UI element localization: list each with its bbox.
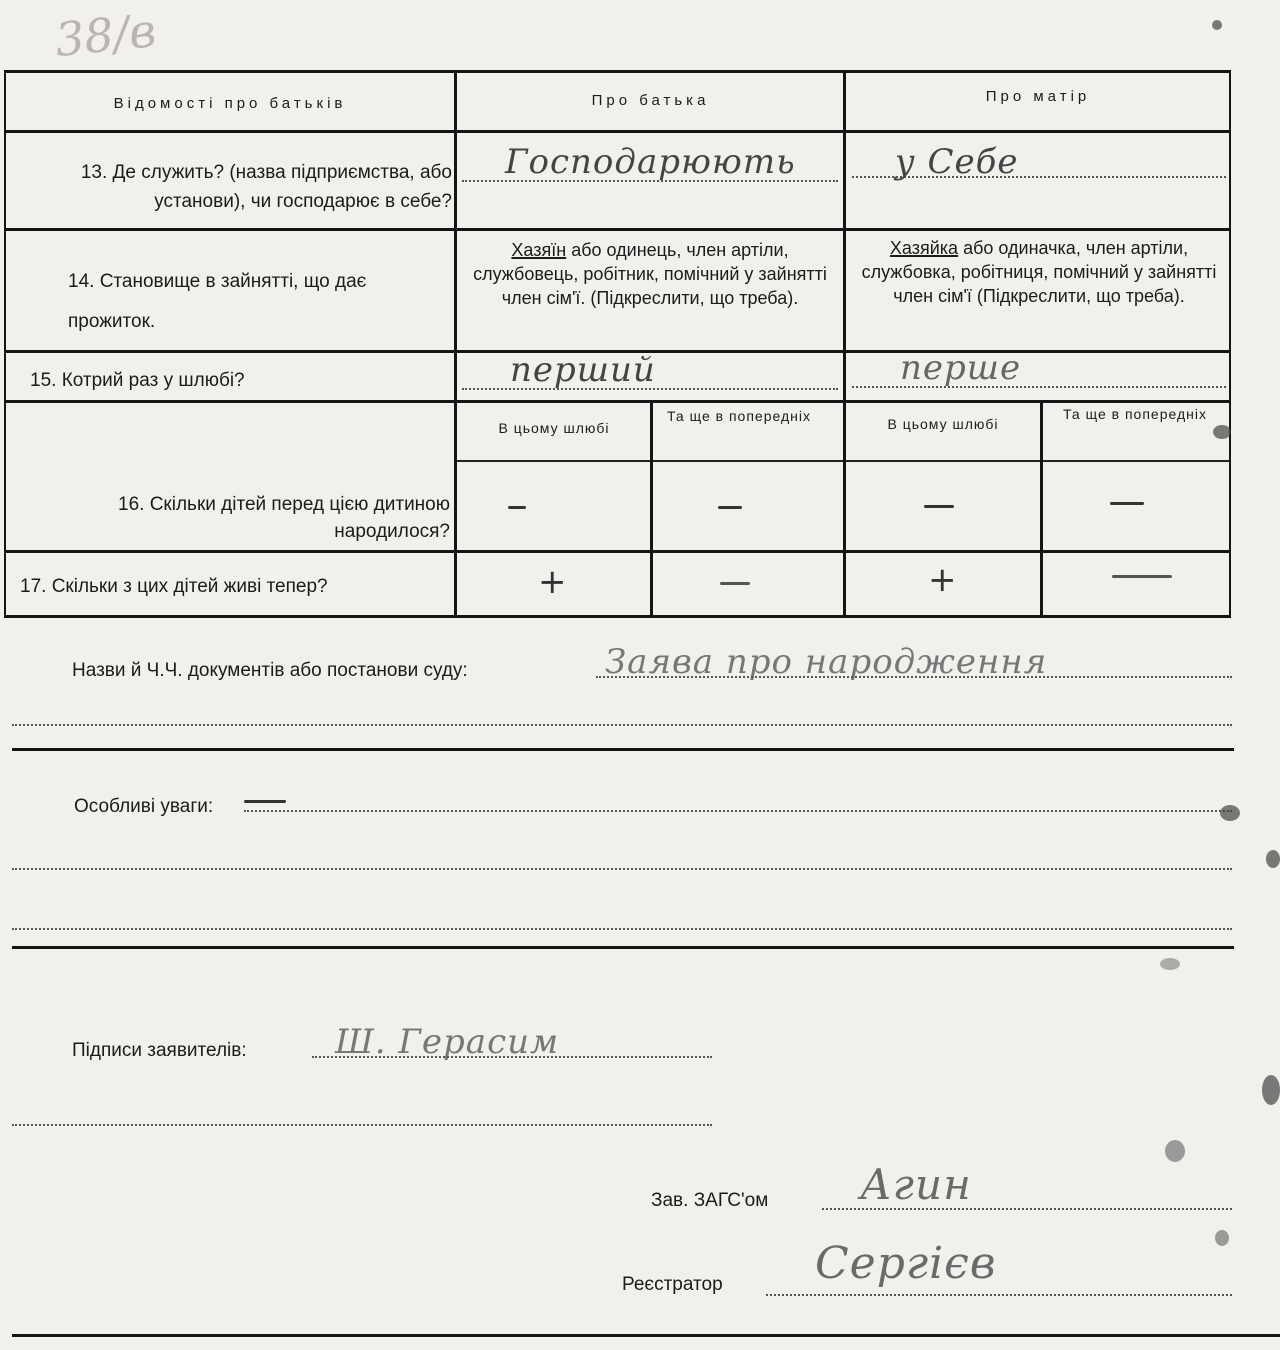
head-label: Зав. ЗАГС'ом — [651, 1190, 769, 1211]
signatures-label: Підписи заявителів: — [72, 1040, 247, 1061]
notes-rule — [12, 946, 1234, 949]
q14-mother-options — [858, 236, 1220, 308]
head-line — [822, 1208, 1232, 1210]
paper-spot — [1262, 1075, 1280, 1105]
page-number-mark: 38/в — [52, 2, 159, 68]
q16-label: 16. Скільки дітей перед цією дитиною народилося? — [118, 494, 450, 542]
paper-spot — [1220, 805, 1240, 821]
q16-father-prev-dash — [718, 506, 742, 509]
notes-line-2 — [12, 868, 1232, 870]
q14-father-underlined: Хазяїн — [511, 240, 567, 260]
notes-line-1 — [244, 810, 1232, 812]
documents-line-2 — [12, 724, 1232, 726]
row-divider-16 — [4, 550, 1231, 553]
father-sub-this-marriage: В цьому шлюбі — [498, 420, 610, 436]
paper-spot — [1213, 425, 1231, 439]
notes-label: Особливі уваги: — [74, 796, 214, 817]
paper-spot — [1160, 958, 1180, 970]
q15-mother-answer: перше — [900, 348, 1022, 388]
q17-father-prev-dash — [720, 582, 750, 585]
q16-father-this-dash — [508, 506, 526, 509]
registrar-label: Реєстратор — [622, 1274, 723, 1295]
q17-label: 17. Скільки з цих дітей живі тепер? — [20, 576, 328, 597]
q14-father-options-visible: або одинець, член артіли, службовець, робітник, помічний у зайнятті член сім'ї. (Підкреслити, що треба). — [473, 240, 827, 308]
signatures-line — [312, 1056, 712, 1058]
q16-mother-this-dash — [924, 505, 954, 508]
col-divider-mother-sub — [1040, 400, 1043, 618]
signatures-line-2 — [12, 1124, 712, 1126]
q17-mother-this: + — [928, 560, 957, 600]
q13-mother-answer: у Себе — [895, 142, 1019, 182]
q17-mother-prev-dash — [1112, 575, 1172, 578]
header-about-father: Про батька — [591, 92, 710, 109]
signatures-value: Ш. Герасим — [335, 1022, 560, 1062]
registrar-signature: Сергієв — [815, 1238, 997, 1289]
q15-label: 15. Котрий раз у шлюбі? — [30, 370, 245, 391]
paper-spot — [1212, 20, 1222, 30]
paper-spot — [1215, 1230, 1229, 1246]
col-divider-father-sub — [650, 400, 653, 618]
bottom-rule — [12, 1334, 1280, 1337]
header-parents-info: Відомості про батьків — [113, 95, 347, 112]
col-divider-1 — [454, 70, 457, 618]
col-divider-2 — [843, 70, 846, 618]
notes-line-3 — [12, 928, 1232, 930]
mother-sub-this-marriage: В цьому шлюбі — [887, 416, 999, 432]
documents-label: Назви й Ч.Ч. документів або постанови суду: — [72, 660, 468, 681]
documents-line — [596, 676, 1232, 678]
documents-value: Заява про народження — [605, 642, 1048, 682]
documents-rule — [12, 748, 1234, 751]
q15-father-answer: перший — [510, 350, 656, 390]
q16-mother-prev-dash — [1110, 502, 1144, 505]
mother-sub-previous: Та ще в попередніх — [1063, 406, 1207, 422]
notes-dash — [244, 800, 286, 803]
q14-father-options — [470, 238, 830, 310]
paper-spot — [1266, 850, 1280, 868]
registrar-line — [766, 1294, 1232, 1296]
header-about-mother: Про матір — [985, 88, 1091, 105]
q17-father-this: + — [538, 562, 567, 602]
q14-mother-options-visible: або одиначка, член артіли, службовка, робітниця, помічний у зайнятті член сім'ї (Підкреслити, що треба). — [861, 238, 1217, 306]
q13-label: 13. Де служить? (назва підприємства, або установи), чи господарює в себе? — [80, 162, 452, 212]
paper-spot — [1165, 1140, 1185, 1162]
row-divider-13 — [4, 228, 1231, 231]
q14-label: 14. Становище в зайнятті, що дає прожиток. — [68, 271, 367, 332]
father-sub-previous: Та ще в попередніх — [667, 408, 811, 424]
row-divider-header — [4, 130, 1231, 133]
q13-father-answer: Господарюють — [505, 142, 796, 182]
q14-mother-underlined: Хазяйка — [889, 238, 959, 258]
head-signature: Агин — [860, 1160, 972, 1209]
row-divider-15 — [4, 400, 1231, 403]
